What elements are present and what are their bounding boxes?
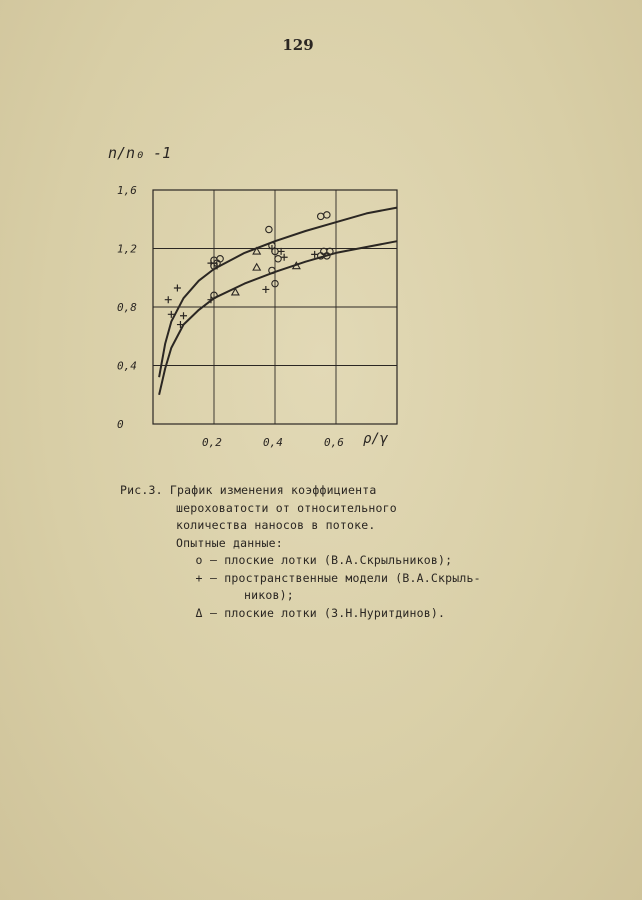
caption-title-line-1 (120, 482, 540, 500)
legend-item-plus (120, 570, 540, 588)
data-point-plus (165, 296, 172, 303)
data-point-triangle (253, 264, 260, 270)
data-point-plus (207, 260, 214, 267)
data-point-plus (262, 286, 269, 293)
y-tick-label: 0,8 (117, 301, 137, 314)
x-tick-label: 0,2 (202, 436, 222, 449)
data-point-circle (266, 226, 272, 232)
data-point-plus (311, 251, 318, 258)
legend-text: пространственные модели (В.А.Скрыль- (224, 570, 481, 585)
data-point-circle (318, 213, 324, 219)
x-tick-label: 0,4 (263, 436, 283, 449)
caption-title-1: График изменения коэффициента (169, 483, 377, 497)
legend-symbol: о (195, 553, 203, 567)
y-axis-label: n/n₀ -1 (108, 144, 172, 162)
y-tick-label: 1,2 (117, 242, 137, 256)
data-point-circle (275, 256, 281, 262)
data-point-plus (268, 245, 275, 252)
legend-symbol: + (195, 570, 203, 585)
figure-label: Рис.3. (120, 483, 163, 497)
data-point-plus (180, 312, 187, 319)
legend-dash: – (210, 570, 218, 585)
legend-text: ников); (244, 588, 294, 602)
legend-item-triangle (120, 605, 540, 623)
legend-symbol: Δ (195, 605, 203, 620)
x-axis-label: ρ/γ (363, 431, 389, 447)
figure-caption (120, 482, 540, 622)
caption-title-line-3: количества наносов в потоке. (176, 518, 376, 532)
fitted-curve (159, 241, 397, 395)
y-tick-label: 1,6 (117, 184, 137, 197)
data-point-plus (174, 284, 181, 291)
data-point-circle (324, 212, 330, 218)
legend-dash: – (210, 553, 218, 567)
legend-text: плоские лотки (В.А.Скрыльников); (224, 553, 453, 567)
page-number: 129 (282, 36, 314, 54)
fitted-curve (159, 208, 397, 378)
x-tick-label: 0,6 (324, 436, 344, 449)
legend-dash: – (210, 605, 218, 620)
legend-item-circle (120, 552, 540, 570)
y-tick-label: 0 (117, 418, 124, 431)
legend-text: плоские лотки (З.Н.Нуритдинов). (224, 605, 446, 620)
caption-title-line-2: шероховатости от относительного (176, 500, 397, 515)
data-heading: Опытные данные: (176, 535, 283, 550)
legend-item-plus-continued (120, 587, 540, 605)
y-tick-label: 0,4 (117, 359, 137, 373)
